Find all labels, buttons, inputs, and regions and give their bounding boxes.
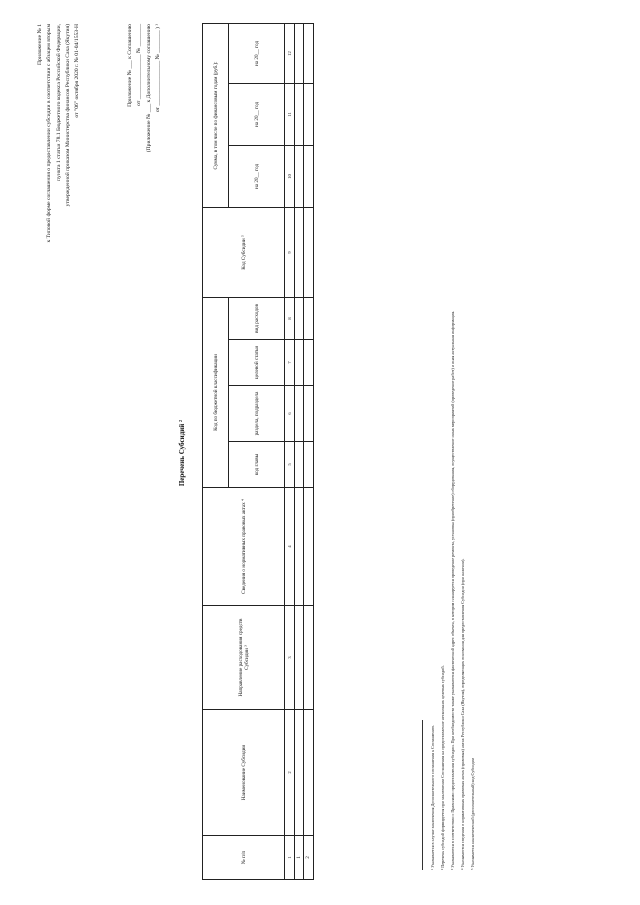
- header-expense-type: вид расходов: [229, 297, 285, 339]
- table-cell: [304, 340, 313, 386]
- footnote: ² Перечень субсидий формируется при заключении Соглашения на предоставление нескольких целевых субсидий.: [440, 665, 445, 870]
- header-year: на 20__ год: [229, 83, 285, 145]
- table-cell: [295, 23, 304, 83]
- header-subsidy-code: Код Субсидии ⁵: [203, 207, 285, 297]
- footnote: ⁵ Указывается аналитический (дополнительный) код Субсидии: [470, 757, 475, 870]
- table-cell: [304, 297, 313, 339]
- table-cell: [304, 606, 313, 710]
- table-cell: 1: [295, 836, 304, 880]
- column-number: 5: [285, 442, 295, 488]
- column-number: 1: [285, 836, 295, 880]
- agreement-line: Приложение № ___ к Соглашению: [127, 24, 133, 107]
- header-line: от "06" октября 2020 г. № 01-04/1553-Н: [74, 24, 81, 118]
- header-line: Приложение № 1: [37, 24, 43, 65]
- column-number: 9: [285, 207, 295, 297]
- header-direction: Направление расходования средств Субсидии ³: [203, 606, 285, 710]
- header-section-code: раздела, подраздела: [229, 386, 285, 442]
- table-cell: [304, 710, 313, 836]
- table-cell: [295, 606, 304, 710]
- column-number: 6: [285, 386, 295, 442]
- table-cell: [304, 442, 313, 488]
- table-cell: [304, 145, 313, 207]
- header-line: к Типовой форме соглашения о предоставлении субсидии в соответствии с абзацем вторым: [46, 24, 53, 243]
- footnote: ³ Указываются в соответствии с Правилами предоставления субсидии. При необходимости также указываются фактический адрес объекта, в котором планируется проведение ремонта, установка (приобретение) оборудования, осуществление иных мероприятий (проведение работ) и иная актуальная информация.: [450, 310, 455, 870]
- table-cell: [295, 488, 304, 606]
- column-number: 2: [285, 710, 295, 836]
- header-legal-acts: Сведения о нормативных правовых актах ⁴: [203, 488, 285, 606]
- footnote: ¹ Указывается в случае заключения Дополнительного соглашения к Соглашению.: [430, 724, 435, 870]
- table-row: [295, 23, 304, 879]
- table-cell: 2: [304, 836, 313, 880]
- table-cell: [295, 710, 304, 836]
- table-cell: [295, 442, 304, 488]
- column-number: 7: [285, 340, 295, 386]
- footnote: ⁴ Указываются сведения о нормативных правовых актах (правовых) актах Республики Саха (Якутия), определяющих основания для предоставления Субсидии (при наличии).: [460, 558, 465, 870]
- table-cell: [295, 297, 304, 339]
- header-line: утвержденной приказом Министерства финансов Республики Саха (Якутия): [64, 24, 71, 207]
- agreement-line: от ________________ № ________: [136, 24, 143, 106]
- document-page: [34, 18, 594, 888]
- agreement-reference: [126, 24, 163, 152]
- column-number-row: [285, 23, 295, 879]
- header-num: № п/п: [203, 836, 285, 880]
- column-number: 3: [285, 606, 295, 710]
- header-line: пункта 1 статьи 78.1 Бюджетного кодекса Российской Федерации,: [55, 24, 62, 181]
- table-cell: [304, 488, 313, 606]
- table-cell: [295, 340, 304, 386]
- table-cell: [295, 83, 304, 145]
- table-cell: [304, 207, 313, 297]
- table-cell: [304, 83, 313, 145]
- table-cell: [304, 386, 313, 442]
- column-number: 11: [285, 83, 295, 145]
- table-cell: [295, 386, 304, 442]
- column-number: 10: [285, 145, 295, 207]
- header-target-article: целевой статьи: [229, 340, 285, 386]
- agreement-line: (Приложение № ___ к Дополнительному соглашению: [145, 24, 152, 153]
- footnote-divider: [422, 720, 423, 870]
- header-name: Наименование Субсидии: [203, 710, 285, 836]
- header-year: на 20__ год: [229, 23, 285, 83]
- agreement-line: от ________________ № ________ ) ¹: [154, 24, 161, 113]
- table-row: [304, 23, 313, 879]
- subsidies-table: [202, 23, 314, 880]
- table-cell: [295, 207, 304, 297]
- table-cell: [295, 145, 304, 207]
- header-year: на 20__ год: [229, 145, 285, 207]
- appendix-header: [36, 24, 82, 243]
- header-budget-code: Код по бюджетной классификации: [203, 297, 229, 487]
- document-title: Перечень Субсидий ²: [178, 419, 186, 487]
- footnotes: [428, 30, 478, 870]
- column-number: 4: [285, 488, 295, 606]
- header-sum: Сумма, в том числе по финансовым годам (руб.):: [203, 23, 229, 207]
- column-number: 12: [285, 23, 295, 83]
- header-chapter-code: код главы: [229, 442, 285, 488]
- table-cell: [304, 23, 313, 83]
- column-number: 8: [285, 297, 295, 339]
